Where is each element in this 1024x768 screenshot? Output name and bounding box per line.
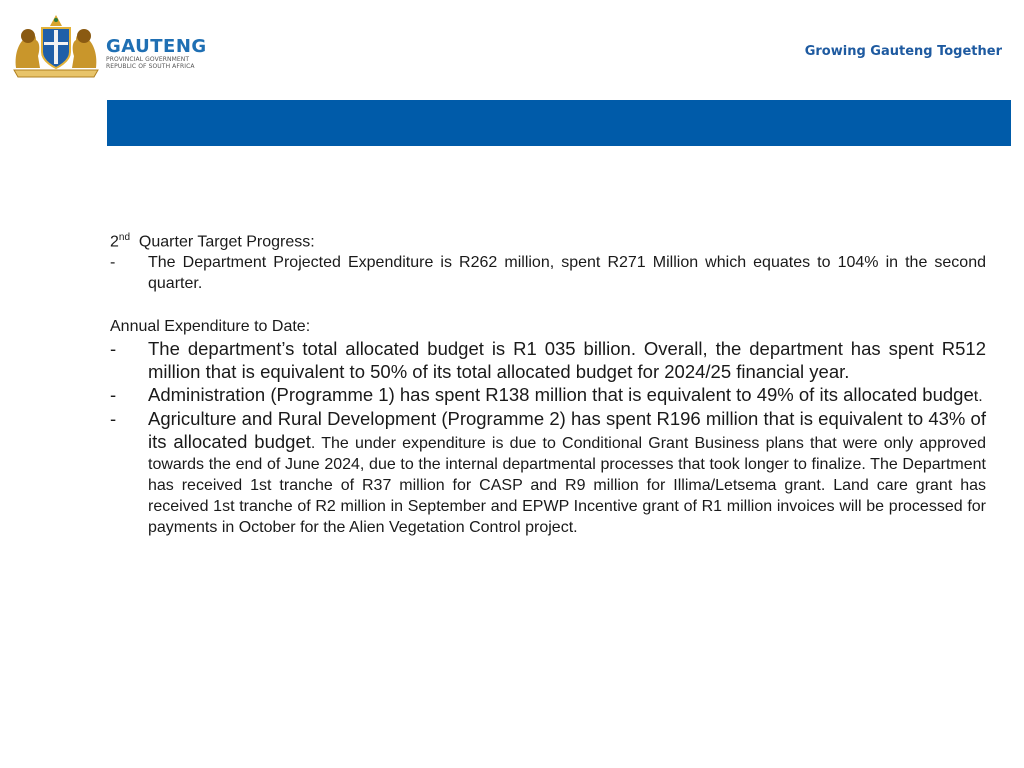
annual-expenditure-heading: Annual Expenditure to Date: [110, 318, 311, 336]
bullet-marker: - [110, 384, 117, 406]
bullet-marker: - [110, 254, 116, 272]
list-item-text: Administration (Programme 1) has spent R138 million that is equivalent to 49% of its allocated budge [148, 384, 974, 406]
list-item-text-detail: . The under expenditure is due to Conditional Grant Business plans that were only approved towards the end of June 2024, due to the internal departmental processes that took longer to finalize. The Department has received 1st tranche of R37 million for CASP and R9 million for Illima/Letsema grant. Land care grant has received 1st tranche of R2 million in September and EPWP Incentive grant of R1 million invoices will be processed for payments in October for the Alien Vegetation Control project. [148, 435, 987, 537]
brand-name: GAUTENG [106, 36, 207, 57]
heading-text: Quarter Target Progress: [138, 233, 315, 251]
list-item [110, 252, 986, 294]
gauteng-wordmark [106, 38, 207, 70]
list-item-text: Agriculture and Rural Development (Programme 2) has spent R196 million that is equivalent to 43% of its allocated budget [148, 408, 986, 453]
quarter-progress-heading [110, 227, 986, 252]
brand-subtitle-line2: REPUBLIC OF SOUTH AFRICA [106, 63, 195, 70]
heading-number: 2 [110, 233, 119, 251]
heading-ordinal-suffix: nd [118, 232, 131, 243]
bullet-marker: - [110, 408, 117, 430]
list-item-text: The department’s total allocated budget is R1 035 billion. Overall, the department has spent R512 million that is equivalent to 50% of its total allocated budget for 2024/25 financial year. [148, 338, 986, 383]
brand-subtitle-line1: PROVINCIAL GOVERNMENT [106, 56, 190, 63]
bullet-marker: - [110, 338, 117, 360]
list-item [110, 407, 986, 538]
coat-of-arms-logo [10, 12, 102, 78]
slogan: Growing Gauteng Together [804, 44, 1002, 59]
slide-body [110, 227, 986, 538]
list-item-text: The Department Projected Expenditure is R262 million, spent R271 Million which equates to 104% in the second quarter. [148, 254, 986, 293]
title-banner [107, 100, 1011, 146]
list-item [110, 337, 986, 383]
list-item-text-tail: t. [973, 388, 983, 406]
list-item [110, 383, 986, 407]
